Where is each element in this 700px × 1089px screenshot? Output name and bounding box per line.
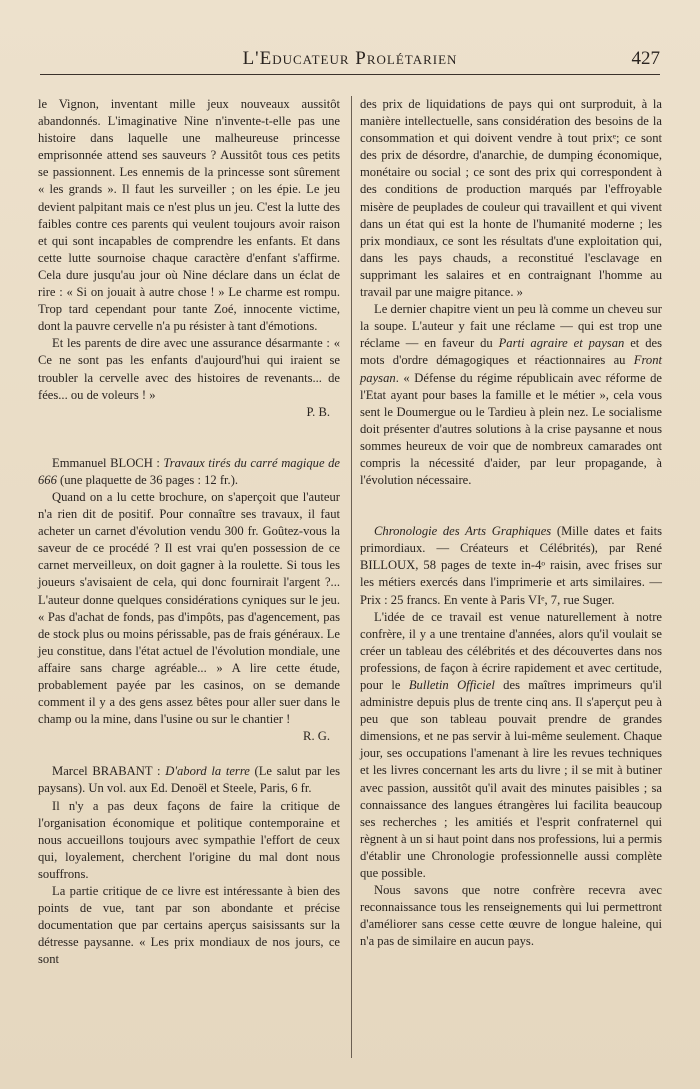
journal-title: L'Educateur Prolétarien [242,48,458,69]
review-book-title: Travaux tirés du carré magique de 666 [38,455,341,487]
text-run: L'idée de ce travail est venue naturellement à notre confrère, il y a une trentaine d'années, alors qu'il voulait se créer un tableau des célébrités et des découvertes dans nos professions, de façon à écrire rapidement et avec certitude, pour le [360,609,662,692]
review-author: Marcel BRABANT : [52,764,166,779]
review-author: Emmanuel BLOCH : [52,455,164,470]
left-column [38,96,340,969]
text-run: . « Défense du régime républicain avec réforme de l'Etat ayant pour bases la famille et le métier », cela vous sent le Doumergue ou le Tardieu à plein nez. Le socialisme doit présenter d'autres solutions à la crise paysanne et nous sommes heureux de voir que de nombreux camarades ont compris la nécessité d'aider, par leur propagande, à l'évolution nécessaire. [360,370,662,488]
spacer [360,489,662,523]
page-number: 427 [631,48,660,69]
review-heading [38,455,340,489]
paragraph: Nous savons que notre confrère recevra avec reconnaissance tous les renseignements qui lui permettront d'améliorer sans cesse cette œuvre de longue haleine, qui n'a pas de similaire en aucun pays. [360,883,662,949]
review-book-title: Chronologie des Arts Graphiques [374,524,552,539]
paragraph: Et les parents de dire avec une assurance désarmante : « Ce ne sont pas les enfants d'aujourd'hui qui iraient se troubler la cervelle avec des histoires de revenants... de fées... ou de voleurs ! » [38,336,340,402]
paragraph [360,301,662,489]
paragraph: Il n'y a pas deux façons de faire la critique de l'organisation économique et politique contemporaine et nous accueillons toujours avec sympathie l'effort de ceux qui, loyalement, cherchent l'origine du mal dont nous souffrons. [38,798,340,881]
text-run: et des mots d'ordre démagogiques et réactionnaires au [360,336,662,368]
spacer [38,421,340,455]
emphasis: Parti agraire et paysan [498,336,625,351]
review-details: (une plaquette de 36 pages : 12 fr.). [56,472,239,487]
review-heading [360,523,662,608]
text-run: Le dernier chapitre vient un peu là comme un cheveu sur la soupe. L'auteur y fait une réclame — qui est trop une réclame — en faveur du [360,302,662,351]
review-details: (Le salut par les paysans). Un vol. aux Ed. Denoël et Steele, Paris, 6 fr. [38,764,340,796]
spacer [38,745,340,763]
page-header [40,44,660,75]
review-book-title: D'abord la terre [165,764,250,779]
emphasis: Bulletin Officiel [408,678,495,692]
paragraph: Quand on a lu cette brochure, on s'aperçoit que l'auteur n'a rien dit de positif. Pour connaître ses travaux, il faut acheter un carnet d'évolution vendu 300 fr. Goûtez-vous la saveur de ce procédé ? Il est vrai qu'en possession de ce carnet merveilleux, on doit gagner à la roulette. Si tous les joueurs s'avisaient de cela, qui donc fournirait l'argent ?... L'auteur donne quelques considérations cyniques sur le jeu. « Pas d'achat de fonds, pas d'impôts, pas d'agencement, pas de stock plus ou moins périssable, pas de frais généraux. Le jeu constitue, dans l'état actuel de l'évolution mondiale, une affaire sans charge agréable... » A lire cette étude, probablement payée par les casinos, on se demande comment il y a des gens assez bêtes pour aller suer dans le champ ou la mine, dans l'usine ou sur le chantier ! [38,489,340,727]
text-run: des maîtres imprimeurs qu'il administre depuis plus de trente cinq ans. Il s'aperçut peu à peu que son tableau pouvait prendre de grandes dimensions, et ne pas servir à lui-même seulement. Chaque jour, ses occupations l'amenant à lire les revues techniques et les livres concernant les arts du livre ; il se mit à butiner avec passion, aussitôt qu'il avait des minutes paisibles ; sa connaissance des langues étrangères lui facilita beaucoup ses recherches ; les amitiés et l'esprit confraternel qui règnent à un si haut point dans nos professions, lui a permis d'établir une Chronologie professionnelle aussi complète que possible. [360,678,662,881]
paragraph: La partie critique de ce livre est intéressante à bien des points de vue, tant par son abondante et précise documentation que par certains aperçus saisissants sur la détresse paysanne. « Les prix mondiaux de nos jours, ce sont [38,884,340,967]
right-column [360,96,662,951]
paragraph: des prix de liquidations de pays qui ont surproduit, à la manière intellectuelle, sans considération des besoins de la consommation et qui doivent vendre à tout prixᵉ; ce sont des prix de désordre, d'anarchie, de dumping économique, monétaire ou social ; ce sont des prix qui correspondent à des conditions de production marqués par l'effroyable misère de peuplades de couleur qui travaillent et qui vivent dans un état qui est la honte de l'humanité moderne ; les prix mondiaux, ce sont les résultats d'une exploitation qui, dans les pays chauds, a reconstitué l'esclavage en supprimant les salaires et en contraignant l'homme au travail par une maigre pitance. » [360,97,662,300]
paragraph [360,609,662,883]
review-heading [38,763,340,797]
signature: R. G. [303,729,330,744]
paragraph: le Vignon, inventant mille jeux nouveaux aussitôt abandonnés. L'imaginative Nine n'invente-t-elle pas une histoire dans laquelle une malheureuse princesse emprisonnée attend ses sauveurs ? Aussitôt tous ces petits se passionnent. Les ennemis de la princesse sont sûrement « les grands ». Il faut les surveiller ; on les épie. Le jeu devient palpitant mais ce n'est plus un jeu. C'est la lutte des faibles contre ces parents qui veulent toujours avoir raison et qui sont incapables de comprendre les enfants. Et dans cette lutte sournoise chaque caractère d'enfant s'affirme. Cela dure jusqu'au jour où Nine déclare dans un éclat de rire : « Si on jouait à autre chose ! » Le charme est rompu. Trop tard cependant pour tante Zoé, innocente victime, dont la pauvre cervelle n'a pu résister à tant d'émotions. [38,97,340,334]
emphasis: Front paysan [360,353,662,385]
column-divider [351,96,352,1058]
review-details: (Mille dates et faits primordiaux. — Créateurs et Célébrités), par René BILLOUX, 58 pages de texte in-4ᵒ raisin, avec frises sur les métiers exercés dans l'imprimerie et arts similaires. — Prix : 25 francs. En vente à Paris VIᵉ, 7, rue Suger. [360,524,662,607]
signature: P. B. [306,404,330,419]
